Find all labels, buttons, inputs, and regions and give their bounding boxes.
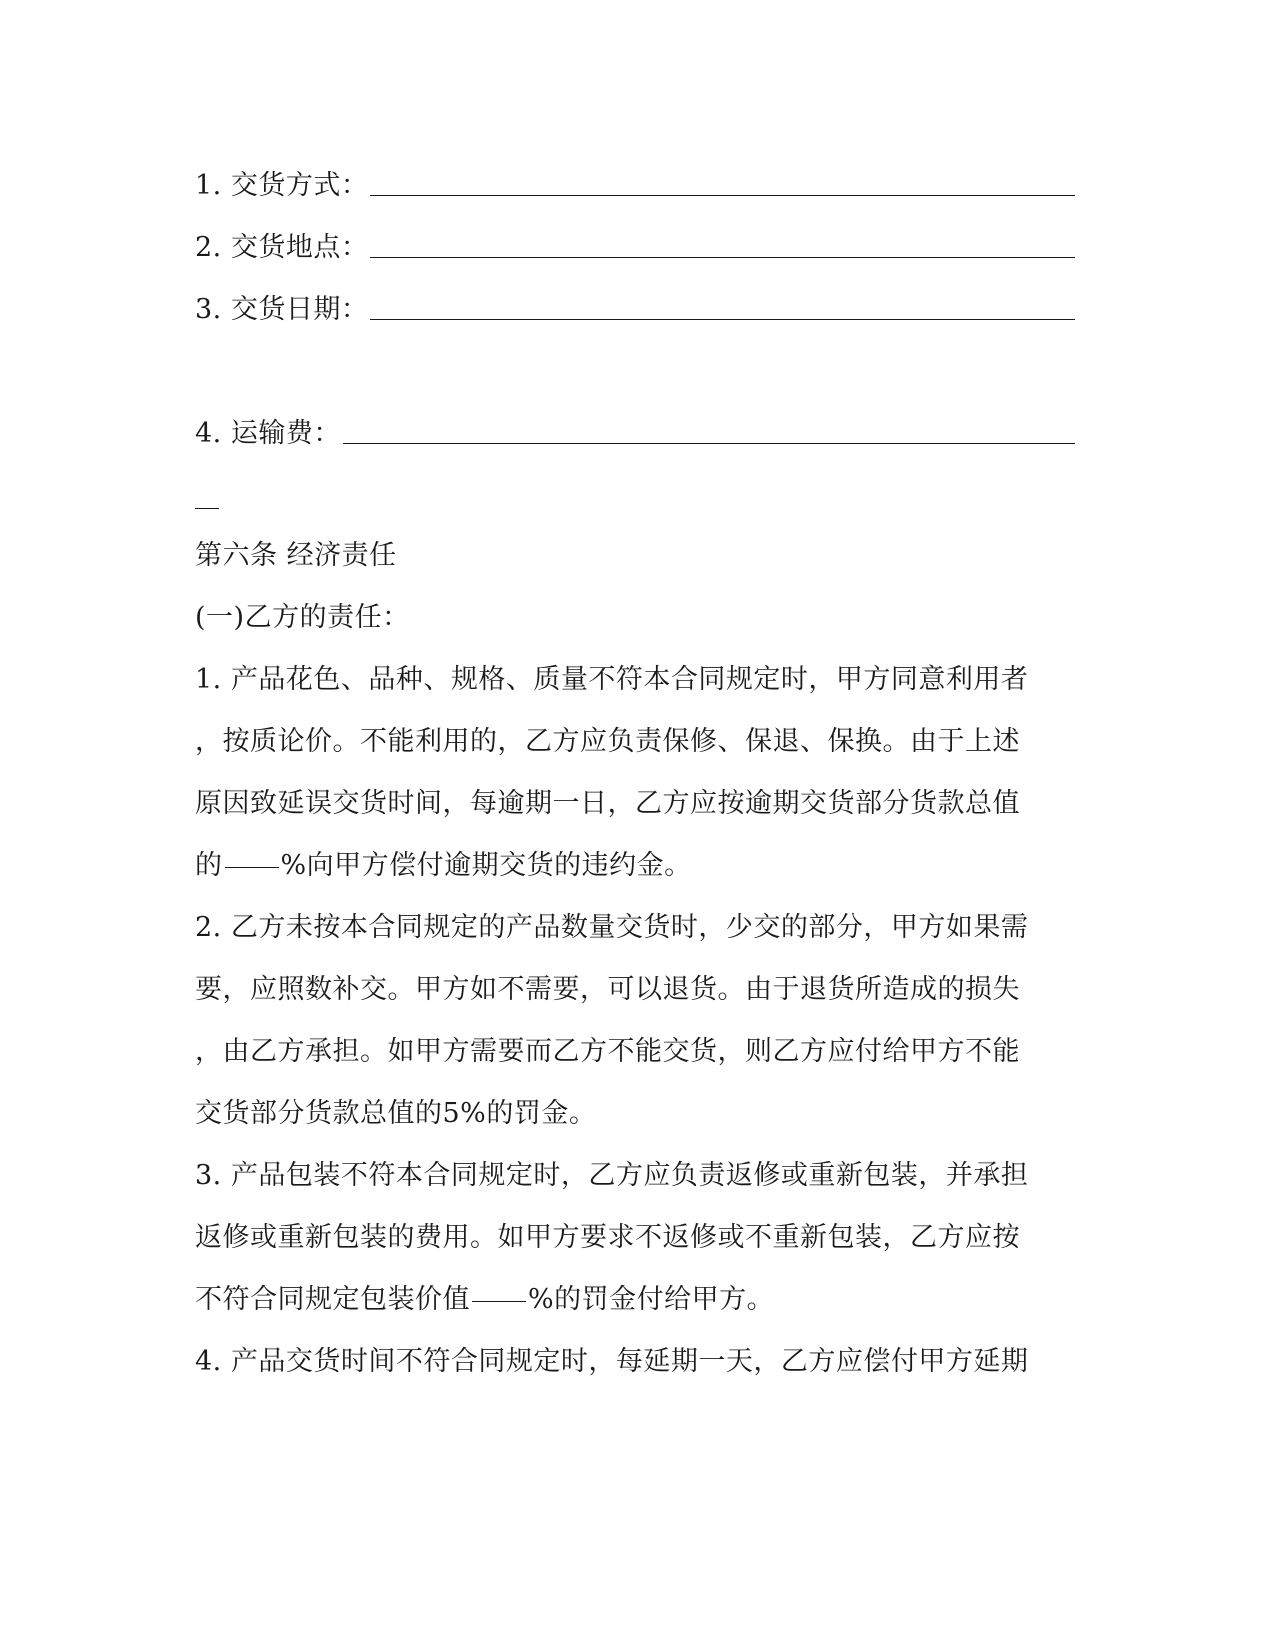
paragraph-line: ，按质论价。不能利用的，乙方应负责保修、保退、保换。由于上述	[195, 726, 1020, 757]
paragraph-line: 1. 产品花色、品种、规格、质量不符本合同规定时，甲方同意利用者	[195, 664, 1029, 695]
freight-blank-overflow	[195, 508, 219, 509]
percent-blank	[225, 867, 279, 868]
freight-blank	[343, 443, 1075, 444]
paragraph-line: 2. 乙方未按本合同规定的产品数量交货时，少交的部分，甲方如果需	[195, 912, 1029, 943]
delivery-date-field	[195, 292, 1075, 328]
paragraph-text: 的	[195, 850, 223, 881]
delivery-date-blank	[370, 319, 1075, 320]
delivery-date-label: 3. 交货日期：	[195, 294, 369, 325]
delivery-method-field	[195, 168, 1075, 204]
freight-field	[195, 416, 1075, 452]
delivery-method-blank	[370, 195, 1075, 196]
paragraph-text: %向甲方偿付逾期交货的违约金。	[280, 850, 692, 881]
paragraph-line: 原因致延误交货时间，每逾期一日，乙方应按逾期交货部分货款总值	[195, 788, 1020, 819]
paragraph-line	[195, 848, 1075, 884]
section-heading: (一)乙方的责任：	[195, 602, 410, 633]
paragraph-text: %的罚金付给甲方。	[528, 1284, 775, 1315]
paragraph-line	[195, 1282, 1075, 1318]
delivery-place-blank	[370, 257, 1075, 258]
delivery-method-label: 1. 交货方式：	[195, 170, 369, 201]
paragraph-line: 4. 产品交货时间不符合同规定时，每延期一天，乙方应偿付甲方延期	[195, 1346, 1029, 1377]
delivery-place-label: 2. 交货地点：	[195, 232, 369, 263]
paragraph-line: 3. 产品包装不符本合同规定时，乙方应负责返修或重新包装，并承担	[195, 1160, 1029, 1191]
paragraph-line: 要，应照数补交。甲方如不需要，可以退货。由于退货所造成的损失	[195, 974, 1020, 1005]
delivery-place-field	[195, 230, 1075, 266]
paragraph-text: 不符合同规定包装价值	[195, 1284, 470, 1315]
paragraph-line: 交货部分货款总值的5%的罚金。	[195, 1098, 597, 1129]
freight-label: 4. 运输费：	[195, 418, 341, 449]
percent-blank	[472, 1301, 526, 1302]
article-title: 第六条 经济责任	[195, 540, 397, 571]
paragraph-line: 返修或重新包装的费用。如甲方要求不返修或不重新包装，乙方应按	[195, 1222, 1020, 1253]
paragraph-line: ，由乙方承担。如甲方需要而乙方不能交货，则乙方应付给甲方不能	[195, 1036, 1020, 1067]
